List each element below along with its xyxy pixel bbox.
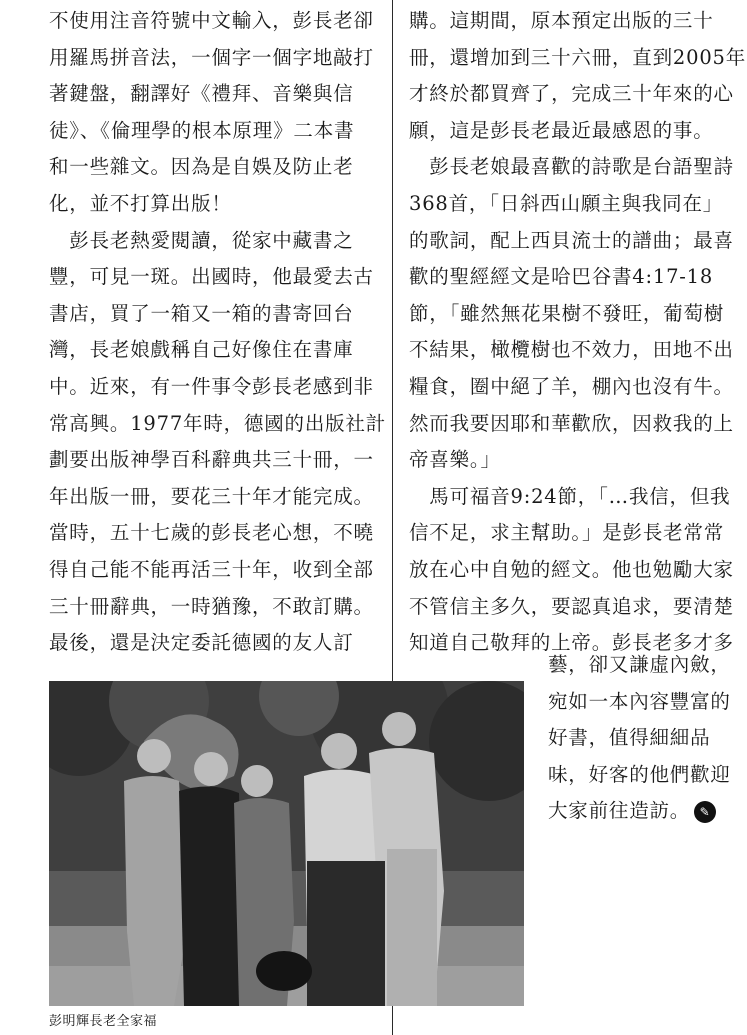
text-line: 彭長老熱愛閱讀，從家中藏書之 [49, 228, 354, 252]
text-line: 冊，還增加到三十六冊，直到2005年 [409, 45, 747, 69]
text-line: 常高興。1977年時，德國的出版社計 [49, 411, 387, 435]
text-line: 味，好客的他們歡迎 [548, 762, 731, 786]
closing-text: 大家前往造訪。 [548, 799, 691, 823]
text-line: 年出版一冊，要花三十年才能完成。 [49, 484, 374, 508]
photo-caption: 彭明輝長老全家福 [49, 1014, 158, 1029]
text-line: 不管信主多久，要認真追求，要清楚 [409, 594, 734, 618]
text-line: 三十冊辭典，一時猶豫，不敢訂購。 [49, 594, 374, 618]
text-line: 彭長老娘最喜歡的詩歌是台語聖詩 [409, 155, 734, 179]
text-line: 不使用注音符號中文輸入，彭長老卻 [49, 9, 374, 32]
text-line: 節，「雖然無花果樹不發旺，葡萄樹 [409, 301, 725, 325]
text-line: 當時，五十七歲的彭長老心想，不曉 [49, 521, 374, 545]
text-line: 帝喜樂。」 [409, 448, 501, 472]
right-column-text [409, 3, 747, 662]
text-line: 糧食，圈中絕了羊，棚內也沒有牛。 [409, 374, 734, 398]
text-line: 中。近來，有一件事令彭長老感到非 [49, 374, 374, 398]
text-line: 得自己能不能再活三十年，收到全部 [49, 557, 374, 581]
family-photo [49, 681, 524, 1006]
text-line: 和一些雜文。因為是自娛及防止老 [49, 155, 354, 179]
text-line: 的歌詞，配上西貝流士的譜曲；最喜 [409, 228, 734, 252]
text-line: 徒》、《倫理學的根本原理》二本書 [49, 118, 355, 142]
text-line: 購。這期間，原本預定出版的三十 [409, 9, 714, 32]
text-line: 藝，卻又謙虛內斂， [548, 653, 731, 676]
end-of-article-icon: ✎ [694, 801, 716, 823]
text-line: 著鍵盤，翻譯好《禮拜、音樂與信 [49, 82, 354, 106]
left-column-text [49, 3, 387, 662]
text-line: 才終於都買齊了，完成三十年來的心 [409, 82, 734, 106]
text-line: 書店，買了一箱又一箱的書寄回台 [49, 301, 354, 325]
text-line-last [548, 793, 738, 830]
text-line: 放在心中自勉的經文。他也勉勵大家 [409, 557, 734, 581]
text-line: 好書，值得細細品 [548, 726, 711, 750]
text-line: 不結果，橄欖樹也不效力，田地不出 [409, 338, 734, 362]
text-line: 歡的聖經經文是哈巴谷書4:17-18 [409, 265, 714, 289]
text-line: 馬可福音9:24節，「…我信，但我 [409, 484, 731, 508]
text-line: 知道自己敬拜的上帝。彭長老多才多 [409, 631, 734, 655]
text-line: 宛如一本內容豐富的 [548, 689, 731, 713]
text-line: 豐，可見一斑。出國時，他最愛去古 [49, 265, 374, 289]
text-line: 用羅馬拼音法，一個字一個字地敲打 [49, 45, 374, 69]
text-line: 然而我要因耶和華歡欣，因救我的上 [409, 411, 734, 435]
text-line: 信不足，求主幫助。」是彭長老常常 [409, 521, 725, 545]
text-line: 願，這是彭長老最近最感恩的事。 [409, 118, 714, 142]
text-line: 化，並不打算出版！ [49, 191, 232, 215]
text-line: 劃要出版神學百科辭典共三十冊，一 [49, 448, 374, 472]
text-line: 最後，還是決定委託德國的友人訂 [49, 631, 354, 655]
text-line: 灣，長老娘戲稱自己好像住在書庫 [49, 338, 354, 362]
text-line: 368首，「日斜西山願主與我同在」 [409, 191, 724, 215]
right-column-wrap-text [548, 647, 738, 830]
